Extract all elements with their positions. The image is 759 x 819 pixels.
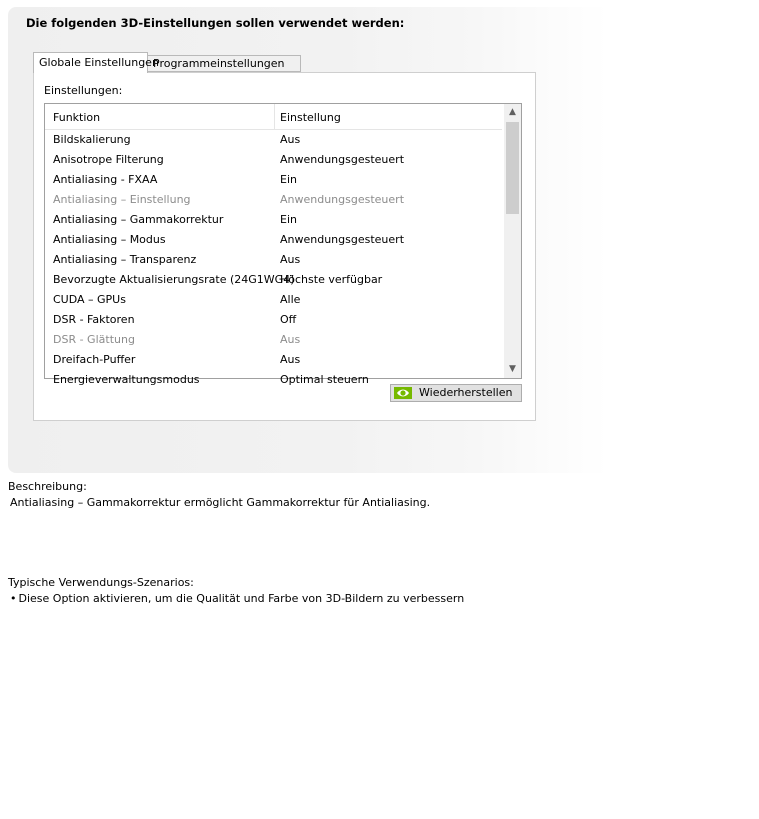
table-row[interactable] (45, 149, 502, 169)
restore-button-label: Wiederherstellen (419, 386, 513, 399)
vertical-scrollbar[interactable] (504, 104, 521, 378)
table-row[interactable] (45, 349, 502, 369)
table-row[interactable] (45, 289, 502, 309)
table-row[interactable] (45, 269, 502, 289)
chevron-down-icon[interactable]: ▼ (509, 364, 516, 374)
row-function: Antialiasing - FXAA (53, 173, 158, 186)
nvidia-logo-icon (394, 387, 412, 399)
column-header-function[interactable]: Funktion (53, 111, 101, 124)
restore-button[interactable] (390, 384, 522, 402)
table-row[interactable] (45, 189, 502, 209)
usage-label: Typische Verwendungs-Szenarios: (8, 576, 194, 589)
tab-program-settings[interactable]: Programmeinstellungen (148, 55, 301, 72)
chevron-up-icon[interactable]: ▲ (509, 107, 516, 117)
row-setting[interactable]: Anwendungsgesteuert (280, 193, 405, 206)
row-function: Energieverwaltungsmodus (53, 373, 200, 386)
row-function: DSR - Faktoren (53, 313, 135, 326)
row-function: Antialiasing – Modus (53, 233, 166, 246)
description-text: Antialiasing – Gammakorrektur ermöglicht Gammakorrektur für Antialiasing. (10, 496, 431, 509)
list-rows (45, 129, 502, 389)
row-setting[interactable]: Ein (280, 213, 297, 226)
settings-list[interactable] (44, 103, 522, 386)
row-setting[interactable]: Aus (280, 133, 301, 146)
table-row[interactable] (45, 169, 502, 189)
bullet: • (10, 592, 17, 605)
row-function: Antialiasing – Gammakorrektur (53, 213, 224, 226)
tab-global-settings[interactable]: Globale Einstellungen (33, 52, 148, 73)
row-function: Bildskalierung (53, 133, 131, 146)
row-setting[interactable]: Off (280, 313, 297, 326)
usage-item (10, 592, 464, 605)
row-function: Dreifach-Puffer (53, 353, 136, 366)
row-setting[interactable]: Anwendungsgesteuert (280, 153, 405, 166)
description-label: Beschreibung: (8, 480, 87, 493)
column-separator[interactable] (274, 104, 275, 129)
table-row[interactable] (45, 229, 502, 249)
table-row[interactable] (45, 129, 502, 149)
row-setting[interactable]: Aus (280, 353, 301, 366)
row-setting[interactable]: Alle (280, 293, 301, 306)
row-function: CUDA – GPUs (53, 293, 126, 306)
row-setting[interactable]: Ein (280, 173, 297, 186)
page-heading: Die folgenden 3D-Einstellungen sollen verwendet werden: (26, 16, 405, 30)
list-header (45, 104, 502, 130)
column-header-setting[interactable]: Einstellung (280, 111, 341, 124)
row-function: Antialiasing – Einstellung (53, 193, 191, 206)
row-function: DSR - Glättung (53, 333, 135, 346)
table-row[interactable] (45, 249, 502, 269)
table-row[interactable] (45, 309, 502, 329)
table-row[interactable] (45, 209, 502, 229)
scrollbar-thumb[interactable] (506, 122, 519, 214)
row-setting[interactable]: Optimal steuern (280, 373, 369, 386)
settings-label: Einstellungen: (44, 84, 123, 97)
row-function: Antialiasing – Transparenz (53, 253, 197, 266)
usage-item-text: Diese Option aktivieren, um die Qualität und Farbe von 3D-Bildern zu verbessern (18, 592, 465, 605)
row-setting[interactable]: Aus (280, 253, 301, 266)
row-function: Bevorzugte Aktualisierungsrate (24G1WG4) (53, 273, 295, 286)
row-setting[interactable]: Aus (280, 333, 301, 346)
row-setting[interactable]: Anwendungsgesteuert (280, 233, 405, 246)
row-setting[interactable]: Höchste verfügbar (280, 273, 383, 286)
row-function: Anisotrope Filterung (53, 153, 164, 166)
table-row[interactable] (45, 329, 502, 349)
